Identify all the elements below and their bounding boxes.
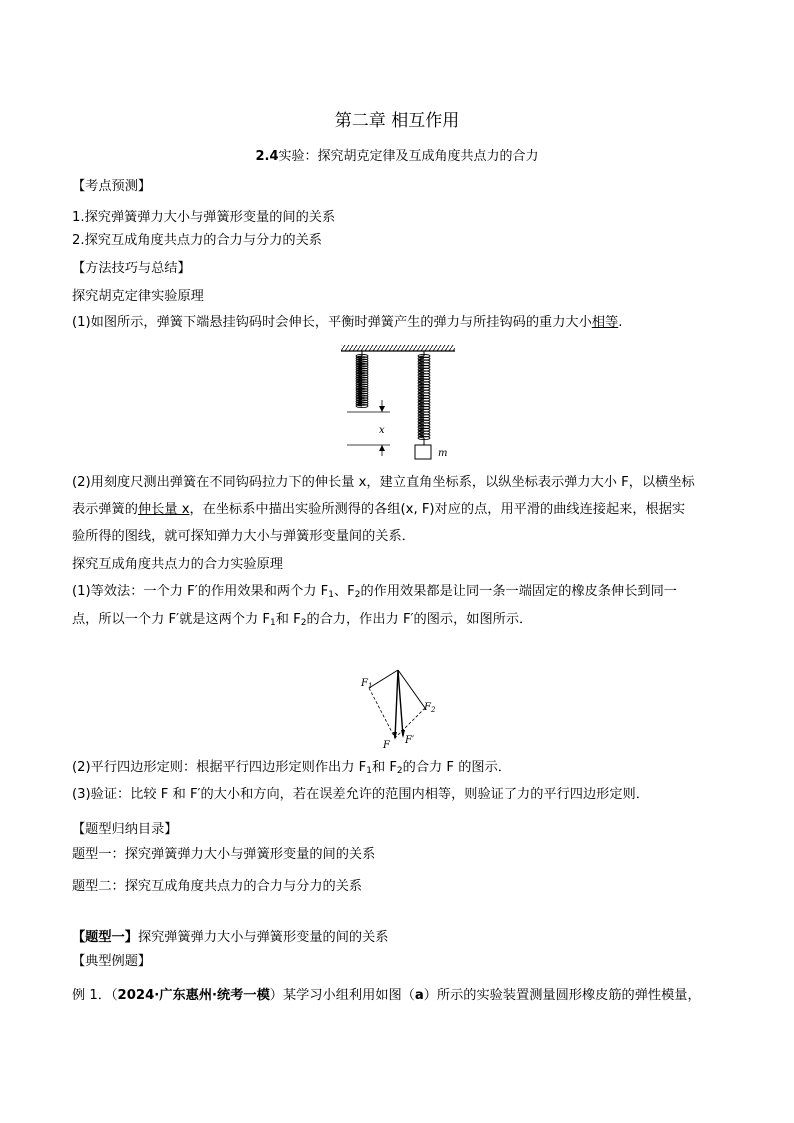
hanging-mass: [415, 445, 431, 459]
combine-paragraph-1-line2: 点，所以一个力 F′就是这两个力 $F_1$和 $F_2$的合力，作出力 F′的图示，如图所示．: [72, 612, 533, 628]
heading-catalog: 【题型归纳目录】: [72, 822, 178, 837]
section-subtitle: [0, 145, 794, 164]
spring-right: [418, 351, 430, 445]
hooke-paragraph-2-line2: 表示弹簧的伸长量 x，在坐标系中描出实验所测得的各组(x, F)对应的点，用平滑的曲线连接起来，根据实: [72, 502, 686, 517]
combine-paragraph-2: (2)平行四边形定则：根据平行四边形定则作出力 $F_1$和 $F_2$的合力 F 的图示．: [72, 760, 511, 776]
f-prime-label: F′: [405, 735, 415, 746]
hooke-paragraph-2-line3: 验所得的图线，就可探知弹力大小与弹簧形变量间的关系．: [72, 529, 415, 544]
catalog-item-1: 题型一：探究弹簧弹力大小与弹簧形变量的间的关系: [72, 847, 376, 862]
f1-vector: [369, 670, 398, 688]
forecast-item-1: 1.探究弹簧弹力大小与弹簧形变量的间的关系: [72, 210, 336, 225]
f2-vector: [398, 670, 425, 708]
example-1: 例 1．（2024·广东惠州·统考一模）某学习小组利用如图（a）所示的实验装置测量圆形橡皮筋的弹性模量，: [72, 988, 701, 1003]
hooke-paragraph-1: (1)如图所示，弹簧下端悬挂钩码时会伸长，平衡时弹簧产生的弹力与所挂钩码的重力大小相等.: [72, 315, 623, 330]
f-vector: [395, 670, 398, 738]
section-title: 实验：探究胡克定律及互成角度共点力的合力: [278, 149, 539, 164]
f-prime-vector: [398, 670, 403, 736]
dashed-side-2: [395, 708, 425, 738]
f1-label: $F_1$: [361, 678, 373, 690]
x-label: x: [379, 425, 385, 436]
spring-figure: [335, 342, 465, 468]
heading-examples: 【典型例题】: [72, 954, 152, 969]
type1-heading: 【题型一】探究弹簧弹力大小与弹簧形变量的间的关系: [72, 930, 389, 945]
combine-heading: 探究互成角度共点力的合力实验原理: [72, 557, 283, 572]
section-number: 2.4: [255, 149, 279, 164]
combine-paragraph-1-line1: (1)等效法：一个力 F′的作用效果和两个力 $F_1$、$F_2$的作用效果都是让同一条一端固定的橡皮条伸长到同一: [72, 584, 677, 600]
force-figure: [355, 664, 445, 752]
f-label: F: [383, 740, 390, 751]
spring-left: [356, 351, 368, 408]
f2-label: $F_2$: [424, 702, 436, 714]
m-label: m: [438, 448, 448, 459]
catalog-item-2: 题型二：探究互成角度共点力的合力与分力的关系: [72, 879, 363, 894]
hooke-paragraph-2-line1: (2)用刻度尺测出弹簧在不同钩码拉力下的伸长量 x，建立直角坐标系，以纵坐标表示弹力大小 F，以横坐标: [72, 475, 695, 490]
combine-paragraph-3: (3)验证：比较 F 和 F′的大小和方向，若在误差允许的范围内相等，则验证了力的平行四边形定则．: [72, 787, 649, 802]
hooke-heading: 探究胡克定律实验原理: [72, 289, 204, 304]
ceiling-hatch: [341, 345, 455, 351]
heading-forecast: 【考点预测】: [72, 179, 152, 194]
dashed-side-1: [369, 688, 395, 738]
page-title: 第二章 相互作用: [334, 111, 460, 131]
heading-method: 【方法技巧与总结】: [72, 261, 191, 276]
forecast-item-2: 2.探究互成角度共点力的合力与分力的关系: [72, 233, 322, 248]
